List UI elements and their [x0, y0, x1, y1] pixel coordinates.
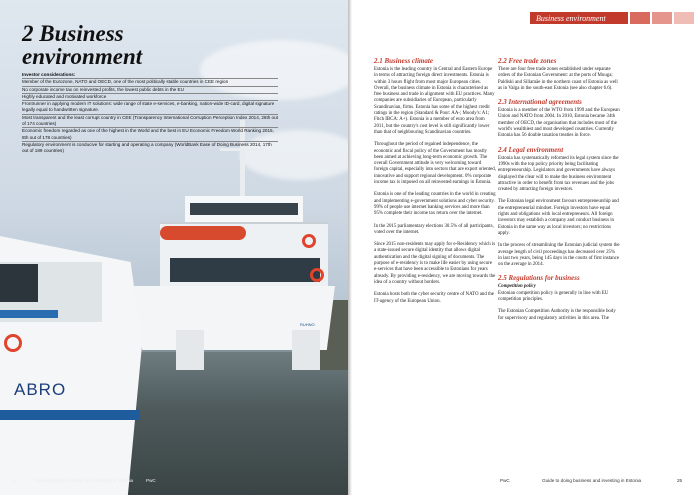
paragraph: Estonia hosts both the cyber security centre of NATO and the IT-agency of the European Union. [374, 292, 494, 304]
lifebuoy-icon [302, 234, 316, 248]
consideration-item: Most transparent and the least corrupt country in CEE (Transparency International Corruption Perception Index 2014, 26th out of 174 countries) [22, 114, 278, 127]
paragraph: Throughout the period of regained independence, the economic and fiscal policy of the Government has mostly been aimed at achieving long-term economic growth. The overall Government attitude is very welcoming toward foreign capital, especially into sectors that are export oriented, innovative and support regional development. 0% corporate income tax is imposed on all reinvested earnings in Estonia. [374, 142, 496, 186]
footer-brand: PwC [146, 478, 156, 483]
section-heading: 2.1 Business climate [374, 57, 433, 65]
header-color-block [674, 12, 694, 24]
foreground-ship-band [0, 410, 140, 420]
footer-guide-title: Guide to doing business and investing in Estonia [34, 478, 134, 483]
paragraph: Since 2015 non-residents may apply for e-Residency which is a state-issued secure digital identity that allows digital authentication and the digital signing of documents. The purpose of e-residency is to make life easier by using secure e-services that have been accessible to Estonians for years already. By providing e-residency, we are moving towards the idea of a country without borders. [374, 242, 496, 285]
section-heading: 2.2 Free trade zones [498, 57, 557, 65]
consideration-item: Frontrunner in applying modern IT solutions: wide range of state e-services, e-banking, nation-wide ID-card, digital signature legally equal to handwritten signature. [22, 100, 278, 114]
footer-brand: PwC [500, 478, 510, 483]
left-page [0, 0, 348, 495]
page-number: 25 [677, 478, 683, 483]
ship-name: ABRO [14, 380, 67, 399]
paragraph: Estonia is one of the leading countries in the world in creating and implementing e-government solutions and cyber security. 99% of people use internet banking services and more than 95% complete their income tax return over the internet. [374, 192, 496, 217]
paragraph: In the 2015 parliamentary elections 30.5% of all participants, voted over the internet. [374, 223, 494, 235]
text-column-1 [374, 57, 496, 311]
paragraph: In the process of streamlining the Estonian judicial system the average length of civil proceedings has decreased over 25% in last two years, being 145 days in the courts of first instance on the average in 2014. [498, 243, 620, 268]
paragraph: Estonia has systematically reformed its legal system since the 1990s with the top policy priority being facilitating entrepreneurship. Legislators and governments have always displayed the clear will to make the business environment attractive in order to benefit from tax revenues and the jobs created by attracting foreign investors. [498, 155, 619, 193]
sub-heading: Competition policy [498, 284, 536, 290]
text-column-2 [498, 57, 620, 328]
header-color-block [652, 12, 672, 24]
consideration-item: Member of the Eurozone, NATO and OECD, one of the most politically stable countries in CEE region [22, 78, 278, 85]
footer-guide-title: Guide to doing business and investing in Estonia [542, 478, 642, 483]
consideration-item: Highly educated and motivated workforce [22, 93, 278, 100]
section-heading: 2.4 Legal environment [498, 145, 564, 154]
ferry-bridge-window [190, 203, 298, 215]
page-title-line: 2 Business [22, 21, 124, 46]
ferry-hull-pillar [176, 330, 204, 370]
ferry-cabin-window [170, 258, 320, 282]
paragraph: The Estonian Competition Authority is the responsible body for supervisory and regulatory activities in this area. The [498, 309, 616, 321]
paragraph: Estonian competition policy is generally in line with EU competition principles. [498, 290, 609, 303]
paragraph: The Estonian legal environment favours entrepreneurship and the entrepreneurial mindset. Foreign investors have equal rights and obligations with local entrepreneurs. All foreign investors may establish a company and conduct business in Estonia in the same way as local investors; no restrictions apply. [498, 199, 619, 236]
header-color-block [630, 12, 650, 24]
header-title: Business environment [536, 13, 606, 23]
paragraph: Estonia is the leading country in Central and Eastern Europe in terms of attracting foreign direct investments. Estonia is within 3 hours flight from most major European cities. Overall, the business climate in Estonia is characterised as free business and trade in alignment with EU practices. Many companies are subsidiaries of European, particularly Scandinavian, firms. Estonia has some of the highest credit ratings in the region (Standard & Poor: AA-; Moody's: A1; Fitch IBCA: A+). Estonia is a member of euro area from 2011, but the country's cost level is still significantly lower than that of neighbouring Scandinavian countries. [374, 67, 495, 135]
foreground-ship-stripe [0, 310, 58, 318]
consideration-item: Regulatory environment is conducive for starting and operating a company (WorldBank Ease of Doing Business 2014, 17th out of 189 countries) [22, 141, 278, 155]
ferry-lifeboat [160, 226, 246, 240]
lifebuoy-icon [310, 268, 324, 282]
page-title-line: environment [22, 44, 143, 69]
consideration-item: Economic freedom regarded as one of the highest in the World and the best in EU Economic Freedom World Ranking 2015, 8th out of 178 countries) [22, 127, 278, 141]
page-number: 24 [12, 478, 18, 483]
right-page [352, 0, 700, 495]
section-heading: 2.3 International agreements [498, 98, 582, 107]
ferry-hull-pillar [292, 330, 320, 370]
foreground-ship-window [0, 264, 38, 302]
paragraph: Estonia is a member of the WTO from 1999 and the European Union and NATO from 2004. In 2010, Estonia became 34th member of OECD, the organisation that includes most of the world's wealthiest and most developed countries. Currently Estonia has 56 double taxation treaties in force. [498, 108, 620, 139]
page-title [22, 22, 222, 68]
section-heading: 2.5 Regulations for business [498, 274, 580, 283]
considerations-heading: Investor considerations: [22, 72, 76, 77]
investor-considerations [22, 72, 278, 155]
ferry-hull-name: RUHNO [300, 322, 315, 327]
paragraph: There are four free trade zones established under separate orders of the Estonian Government: at the ports of Muuga; Paldiski and Sillamäe in the northern coast of Estonia as well as in Valga in the south-east Estonia (see also chapter 6.6). [498, 67, 618, 91]
consideration-item: No corporate income tax on reinvested profits, the lowest public debts in the EU [22, 86, 278, 93]
lifebuoy-icon [4, 334, 22, 352]
